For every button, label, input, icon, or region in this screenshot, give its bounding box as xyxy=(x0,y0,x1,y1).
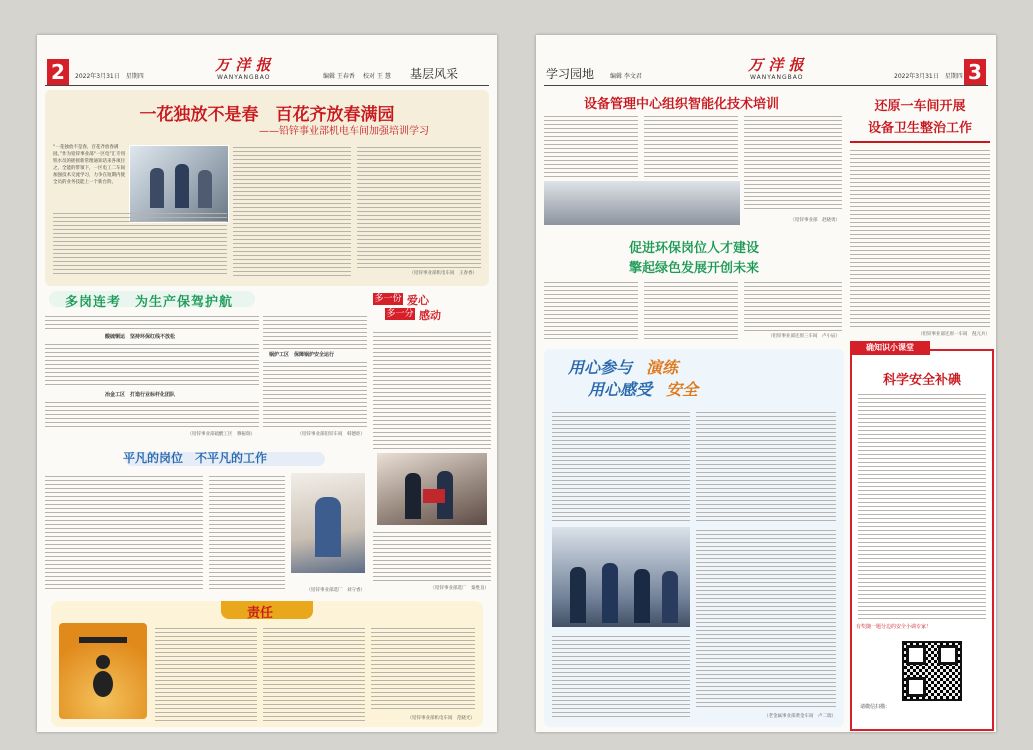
drill-title-1b: 演练 xyxy=(646,358,679,377)
responsibility-text-col3 xyxy=(371,625,475,709)
responsibility-article xyxy=(51,601,483,727)
knowledge-title: 科学安全补碘 xyxy=(882,373,961,388)
page-number: 2 xyxy=(47,59,69,85)
left-page xyxy=(37,35,497,732)
drill-byline: （老金属事业部黄金车间 卢二瑞） xyxy=(764,714,836,719)
health-text xyxy=(850,147,990,327)
drill-text-col2 xyxy=(696,409,836,521)
safety-byline-2: （铅锌事业部铅锌车间 韩德炬） xyxy=(297,432,365,437)
training-photo xyxy=(544,181,740,225)
health-article xyxy=(850,91,990,339)
right-section-name: 学习园地 xyxy=(546,67,595,81)
training-text-col2 xyxy=(644,113,738,177)
drill-title-1a: 用心参与 xyxy=(568,358,633,377)
right-editor: 编辑 李文君 xyxy=(610,73,642,80)
safety-title: 多岗连考 为生产保驾护航 xyxy=(65,295,234,310)
left-page-header xyxy=(45,56,489,86)
ant-illustration xyxy=(59,623,147,719)
section-name: 基层风采 xyxy=(410,67,459,81)
health-title-line2: 设备卫生整治工作 xyxy=(867,121,972,136)
safety-subhead-3: 锅炉工区 保障锅炉安全运行 xyxy=(269,352,335,358)
love-tag-1: 多一份 xyxy=(374,294,402,304)
lead-title: 一花独放不是春 百花齐放春满园 xyxy=(139,105,395,125)
lead-article xyxy=(45,90,489,286)
love-word-2: 感动 xyxy=(419,309,441,322)
safety-subhead-2: 冶金工区 打造行业标杆化团队 xyxy=(105,392,176,398)
love-byline: （铅锌事业部选厂 秦胜良） xyxy=(430,586,489,591)
training-article xyxy=(544,91,844,229)
drill-text-col1b xyxy=(552,633,690,717)
ordinary-byline: （铅锌事业部选厂 刘守香） xyxy=(306,588,365,593)
knowledge-tag: 确知识小课堂 xyxy=(850,341,930,355)
right-page-header xyxy=(544,56,988,86)
ordinary-text-col2 xyxy=(209,473,285,589)
safety-article xyxy=(45,291,259,441)
right-page-number: 3 xyxy=(964,59,986,85)
love-tag-2: 多一分 xyxy=(386,309,414,319)
lead-intro: “一花独放不是春，百花齐放春满园。”作为铅锌事业部“一区电”汇专用铁水员的摇摇新常理通知话来各项目之、全能的带领下，一区电工二车间加强技术交流学习，力争在短期内使全员的业务技能上一个新台阶。 xyxy=(53,145,126,185)
responsibility-byline: （铅锌事业部机电车间 范晓光） xyxy=(407,716,475,721)
environment-title-line1: 促进环保岗位人才建设 xyxy=(628,241,759,256)
drill-title xyxy=(554,355,784,399)
love-word-1: 爱心 xyxy=(407,294,429,307)
safety-article-col2 xyxy=(263,291,367,441)
health-title-line1: 还原一车间开展 xyxy=(874,99,966,114)
love-text-2 xyxy=(373,529,491,581)
ordinary-text-col1 xyxy=(45,473,203,589)
lead-byline: （铅锌事业部机电车间 王春香） xyxy=(409,271,477,276)
knowledge-text xyxy=(858,391,986,619)
safety-text-2 xyxy=(45,341,259,387)
lead-subtitle: ——铅锌事业部机电车间加强培训学习 xyxy=(259,126,429,137)
lead-text-col1 xyxy=(53,210,227,275)
issue-date: 2022年3月31日 星期四 xyxy=(75,73,144,80)
ordinary-photo xyxy=(291,473,365,573)
right-newspaper-logo-sub: WANYANGBAO xyxy=(750,74,804,81)
health-byline: （铅锌事业部还原一车间 倪元兵） xyxy=(918,332,990,337)
responsibility-text-col1 xyxy=(155,625,257,721)
drill-title-2b: 安全 xyxy=(666,380,699,399)
drill-text-col1 xyxy=(552,409,690,521)
responsibility-text-col2 xyxy=(263,625,365,721)
drill-article xyxy=(544,349,844,727)
love-photo xyxy=(377,453,487,525)
environment-text-col1 xyxy=(544,279,638,339)
newspaper-logo-sub: WANYANGBAO xyxy=(217,74,271,81)
ordinary-article xyxy=(45,447,369,597)
safety-byline-1: （铅锌事业部硫酸工区 穆振瑞） xyxy=(187,432,255,437)
qr-scan-hint: 请微信扫描： xyxy=(860,704,891,710)
right-issue-date: 2022年3月31日 星期四 xyxy=(894,73,963,80)
environment-title-line2: 擎起绿色发展开创未来 xyxy=(628,261,759,276)
training-byline: （铅锌事业部 赵晓勇） xyxy=(790,218,840,223)
safety-text-1 xyxy=(45,313,259,331)
training-text-col1 xyxy=(544,113,638,177)
proofreader: 校对 王 慧 xyxy=(363,73,391,80)
knowledge-box xyxy=(850,343,994,731)
drill-text-col2b xyxy=(696,527,836,707)
responsibility-title: 责任 xyxy=(247,606,274,621)
environment-byline: （铅锌事业部还原三车间 卢小辰） xyxy=(768,334,840,339)
lead-text-col2 xyxy=(233,144,351,276)
environment-text-col2 xyxy=(644,279,738,339)
love-article xyxy=(373,293,491,595)
drill-photo xyxy=(552,527,690,627)
newspaper-logo: 万 洋 报 xyxy=(215,56,271,74)
right-newspaper-logo: 万 洋 报 xyxy=(748,56,804,74)
lead-text-col3 xyxy=(357,144,481,268)
safety-text-3 xyxy=(45,399,259,427)
ordinary-title: 平凡的岗位 不平凡的工作 xyxy=(123,451,268,465)
environment-article xyxy=(544,235,844,343)
right-page xyxy=(536,35,996,732)
drill-title-2a: 用心感受 xyxy=(588,380,653,399)
love-text-1 xyxy=(373,329,491,449)
qr-code[interactable] xyxy=(902,641,962,701)
safety-subhead-1: 酸硫铜运 坚持环保红线不放松 xyxy=(105,334,176,340)
knowledge-footer: 有奖随一题分边的安全小调专家！ xyxy=(856,624,932,630)
environment-text-col3 xyxy=(744,279,842,331)
training-title: 设备管理中心组织智能化技术培训 xyxy=(584,97,780,112)
editor: 编辑 王春香 xyxy=(323,73,355,80)
training-text-col3 xyxy=(744,113,842,211)
